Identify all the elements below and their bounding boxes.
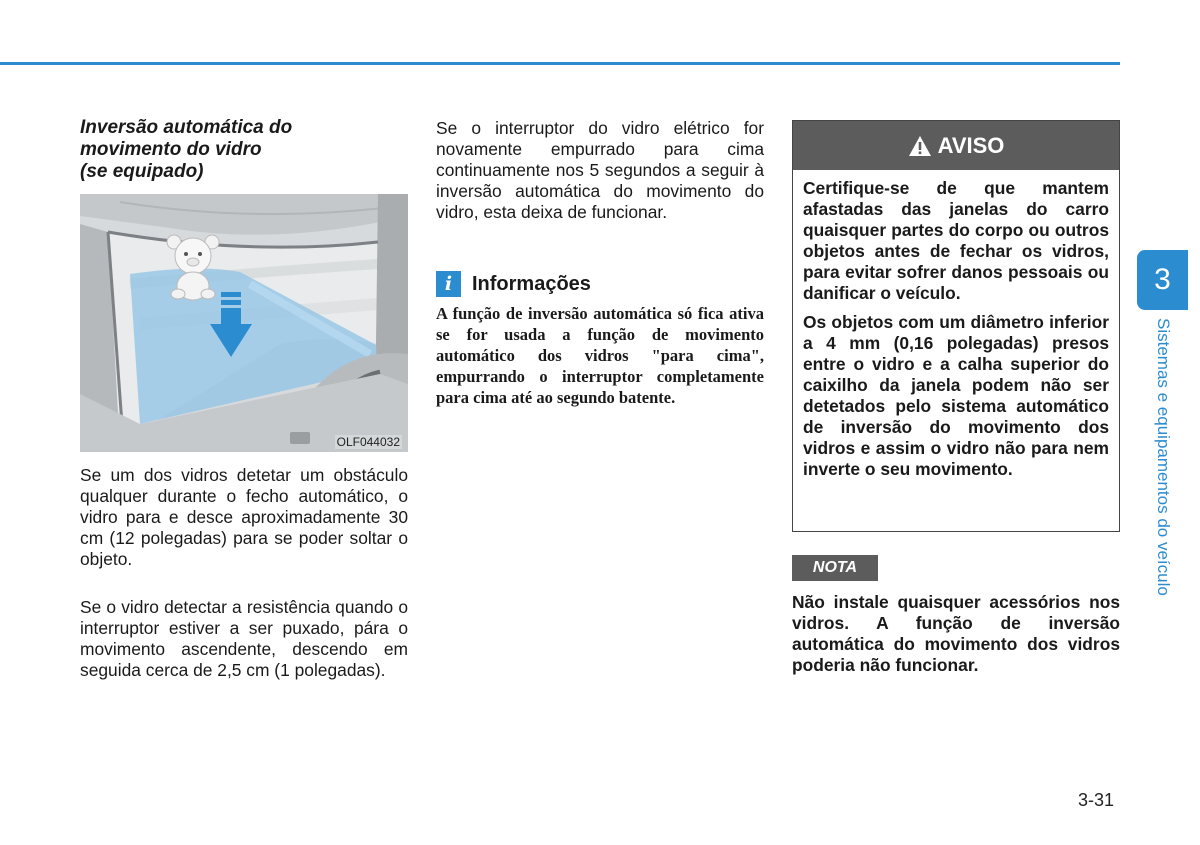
warning-body <box>793 170 1119 480</box>
paragraph-resistance: Se o vidro detectar a resistência quando o interruptor estiver a ser puxado, pára o movimento ascendente, descendo em seguida cerca de 2,5 cm (1 polegadas). <box>80 597 408 680</box>
info-icon: i <box>436 271 461 297</box>
warning-paragraph: Certifique-se de que mantem afastadas das janelas do carro quaisquer partes do corpo ou outros objetos antes de fechar os vidros, para evitar sofrer danos pessoais ou danificar o veículo. <box>803 178 1109 303</box>
paragraph-switch: Se o interruptor do vidro elétrico for novamente empurrado para cima continuamente nos 5 segundos a seguir à inversão automática do movimento do vidro, esta deixa de funcionar. <box>436 118 764 222</box>
section-heading <box>80 117 408 183</box>
warning-title: AVISO <box>937 132 1005 158</box>
chapter-tab: 3 <box>1137 250 1188 310</box>
nota-badge: NOTA <box>792 555 878 581</box>
info-heading <box>436 271 591 297</box>
warning-box <box>792 120 1120 532</box>
warning-paragraph: Os objetos com um diâmetro inferior a 4 mm (0,16 polegadas) presos entre o vidro e a calha superior do caixilho da janela podem não ser detetados pelo sistema automático de inversão do movimento dos vidros e assim o vidro não para nem inverte o seu movimento. <box>803 312 1109 479</box>
info-text: A função de inversão automática só fica ativa se for usada a função de movimento automático dos vidros "para cima", empurrando o interruptor completamente para cima até ao segundo batente. <box>436 304 764 407</box>
figure-caption: OLF044032 <box>336 435 400 449</box>
chapter-title: Sistemas e equipamentos do veículo <box>1154 318 1173 596</box>
warning-triangle-icon <box>908 135 932 157</box>
section-title-line: movimento do vidro <box>80 139 262 160</box>
top-rule <box>0 62 1120 65</box>
window-illustration <box>80 194 408 452</box>
paragraph-obstacle: Se um dos vidros detetar um obstáculo qualquer durante o fecho automático, o vidro para e desce aproximadamente 30 cm (12 polegadas) para se poder soltar o objeto. <box>80 465 408 569</box>
warning-header <box>793 121 1119 170</box>
section-title-line: (se equipado) <box>80 161 204 182</box>
page-number: 3-31 <box>1078 790 1115 810</box>
section-title <box>80 117 408 183</box>
nota-text: Não instale quaisquer acessórios nos vidros. A função de inversão automática do movimento dos vidros poderia não funcionar. <box>792 592 1120 675</box>
info-title: Informações <box>472 272 591 295</box>
section-title-line: Inversão automática do <box>80 117 293 138</box>
